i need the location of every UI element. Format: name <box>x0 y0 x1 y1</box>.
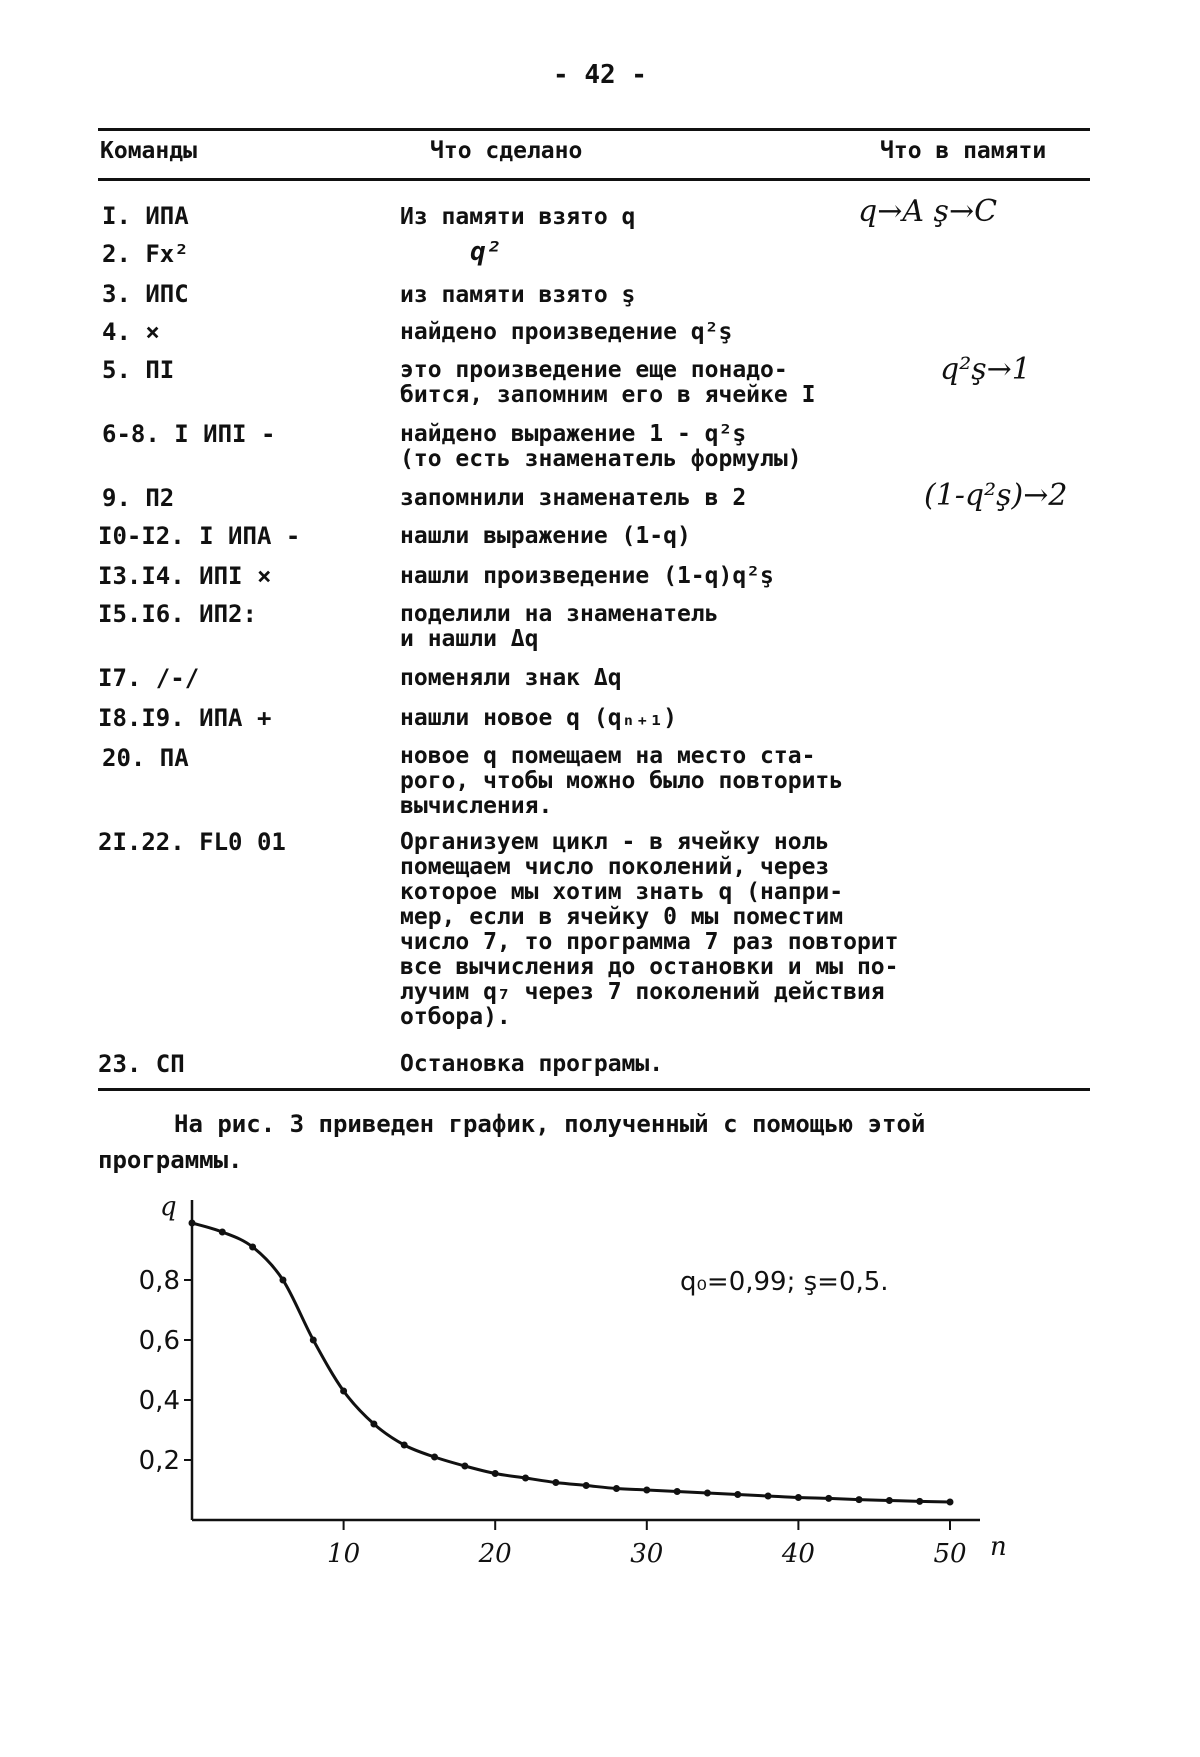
data-point <box>492 1470 499 1477</box>
description-cell: найдено выражение 1 - q²ş (то есть знаменатель формулы) <box>400 421 802 472</box>
description-cell: это произведение еще понадо- бится, запомним его в ячейке I <box>400 357 816 408</box>
command-cell: 20. ПА <box>102 744 189 772</box>
memory-cell: (1-q²ş)→2 <box>924 478 1068 513</box>
data-point <box>219 1229 226 1236</box>
table-bottom-rule <box>98 1088 1090 1091</box>
y-tick-label: 0,2 <box>138 1446 180 1476</box>
command-cell: I5.I6. ИП2: <box>98 600 257 628</box>
data-point <box>310 1337 317 1344</box>
command-cell: 9. П2 <box>102 484 175 512</box>
command-cell: I8.I9. ИПА + <box>98 704 272 732</box>
description-cell: нашли произведение (1-q)q²ş <box>400 563 774 589</box>
description-cell: поделили на знаменатель и нашли Δq <box>400 601 719 652</box>
description-cell: найдено произведение q²ş <box>400 319 733 345</box>
data-point <box>825 1495 832 1502</box>
data-point <box>583 1482 590 1489</box>
x-tick-label: 50 <box>933 1539 967 1569</box>
data-point <box>795 1494 802 1501</box>
data-point <box>613 1485 620 1492</box>
description-cell: нашли новое q (qₙ₊₁) <box>400 705 677 731</box>
data-point <box>734 1491 741 1498</box>
command-cell: I. ИПА <box>102 202 189 230</box>
data-point <box>765 1493 772 1500</box>
command-cell: 4. × <box>102 318 160 346</box>
description-cell: нашли выражение (1-q) <box>400 523 691 549</box>
page-number: - 42 - <box>553 60 647 90</box>
y-tick-label: 0,6 <box>138 1326 180 1356</box>
data-point <box>674 1488 681 1495</box>
description-cell: Из памяти взято q <box>400 204 636 230</box>
command-cell: 2I.22. FL0 01 <box>98 828 286 856</box>
data-point <box>431 1454 438 1461</box>
data-point <box>249 1244 256 1251</box>
paragraph-text: На рис. 3 приведен график, полученный с помощью этой программы. <box>98 1110 940 1174</box>
data-point <box>340 1388 347 1395</box>
y-axis-label: q <box>160 1192 177 1222</box>
chart-annotation: q₀=0,99; ş=0,5. <box>680 1267 889 1297</box>
command-cell: 3. ИПС <box>102 280 189 308</box>
y-tick-label: 0,4 <box>138 1386 180 1416</box>
data-point <box>552 1479 559 1486</box>
table-top-rule <box>98 128 1090 131</box>
description-cell: Организуем цикл - в ячейку ноль помещаем число поколений, через которое мы хотим знать q (напри- мер, если в ячейку 0 мы поместим число 7, то программа 7 раз повторит все вычисления до остановки и мы по- лучим q₇ через 7 поколений действия отбора). <box>400 829 899 1030</box>
memory-cell: q²ş→1 <box>940 352 1031 387</box>
data-point <box>886 1497 893 1504</box>
data-point <box>370 1421 377 1428</box>
header-bottom-rule <box>98 178 1090 181</box>
data-point <box>916 1498 923 1505</box>
data-point <box>947 1499 954 1506</box>
command-cell: I3.I4. ИПI × <box>98 562 272 590</box>
data-point <box>461 1463 468 1470</box>
command-cell: I0-I2. I ИПА - <box>98 522 301 550</box>
y-tick-label: 0,8 <box>138 1266 180 1296</box>
x-axis-label: n <box>990 1532 1007 1562</box>
memory-cell: q→A ş→C <box>858 194 998 229</box>
data-point <box>189 1220 196 1227</box>
data-point <box>279 1277 286 1284</box>
data-point <box>643 1487 650 1494</box>
q-curve <box>192 1223 950 1502</box>
command-cell: 2. Fx² <box>102 240 189 268</box>
x-tick-label: 20 <box>478 1539 512 1569</box>
caption-paragraph <box>98 1106 1058 1178</box>
header-in-memory: Что в памяти <box>880 138 1047 164</box>
x-tick-label: 10 <box>327 1539 361 1569</box>
description-cell: Остановка програмы. <box>400 1051 664 1077</box>
description-cell: запомнили знаменатель в 2 <box>400 485 747 511</box>
description-cell: из памяти взято ş <box>400 282 636 308</box>
data-point <box>401 1442 408 1449</box>
description-cell: поменяли знак Δq <box>400 665 622 691</box>
description-cell: q² <box>470 237 502 267</box>
data-point <box>856 1496 863 1503</box>
figure-chart <box>0 1180 1100 1600</box>
command-cell: 23. СП <box>98 1050 185 1078</box>
header-commands: Команды <box>100 138 197 164</box>
x-tick-label: 30 <box>630 1539 664 1569</box>
header-what-done: Что сделано <box>430 138 583 164</box>
command-cell: I7. /-/ <box>98 664 200 692</box>
data-point <box>522 1475 529 1482</box>
x-tick-label: 40 <box>781 1539 815 1569</box>
command-cell: 6-8. I ИПI - <box>102 420 276 448</box>
command-cell: 5. ПI <box>102 356 175 384</box>
data-point <box>704 1490 711 1497</box>
description-cell: новое q помещаем на место ста- рого, чтобы можно было повторить вычисления. <box>400 743 844 819</box>
